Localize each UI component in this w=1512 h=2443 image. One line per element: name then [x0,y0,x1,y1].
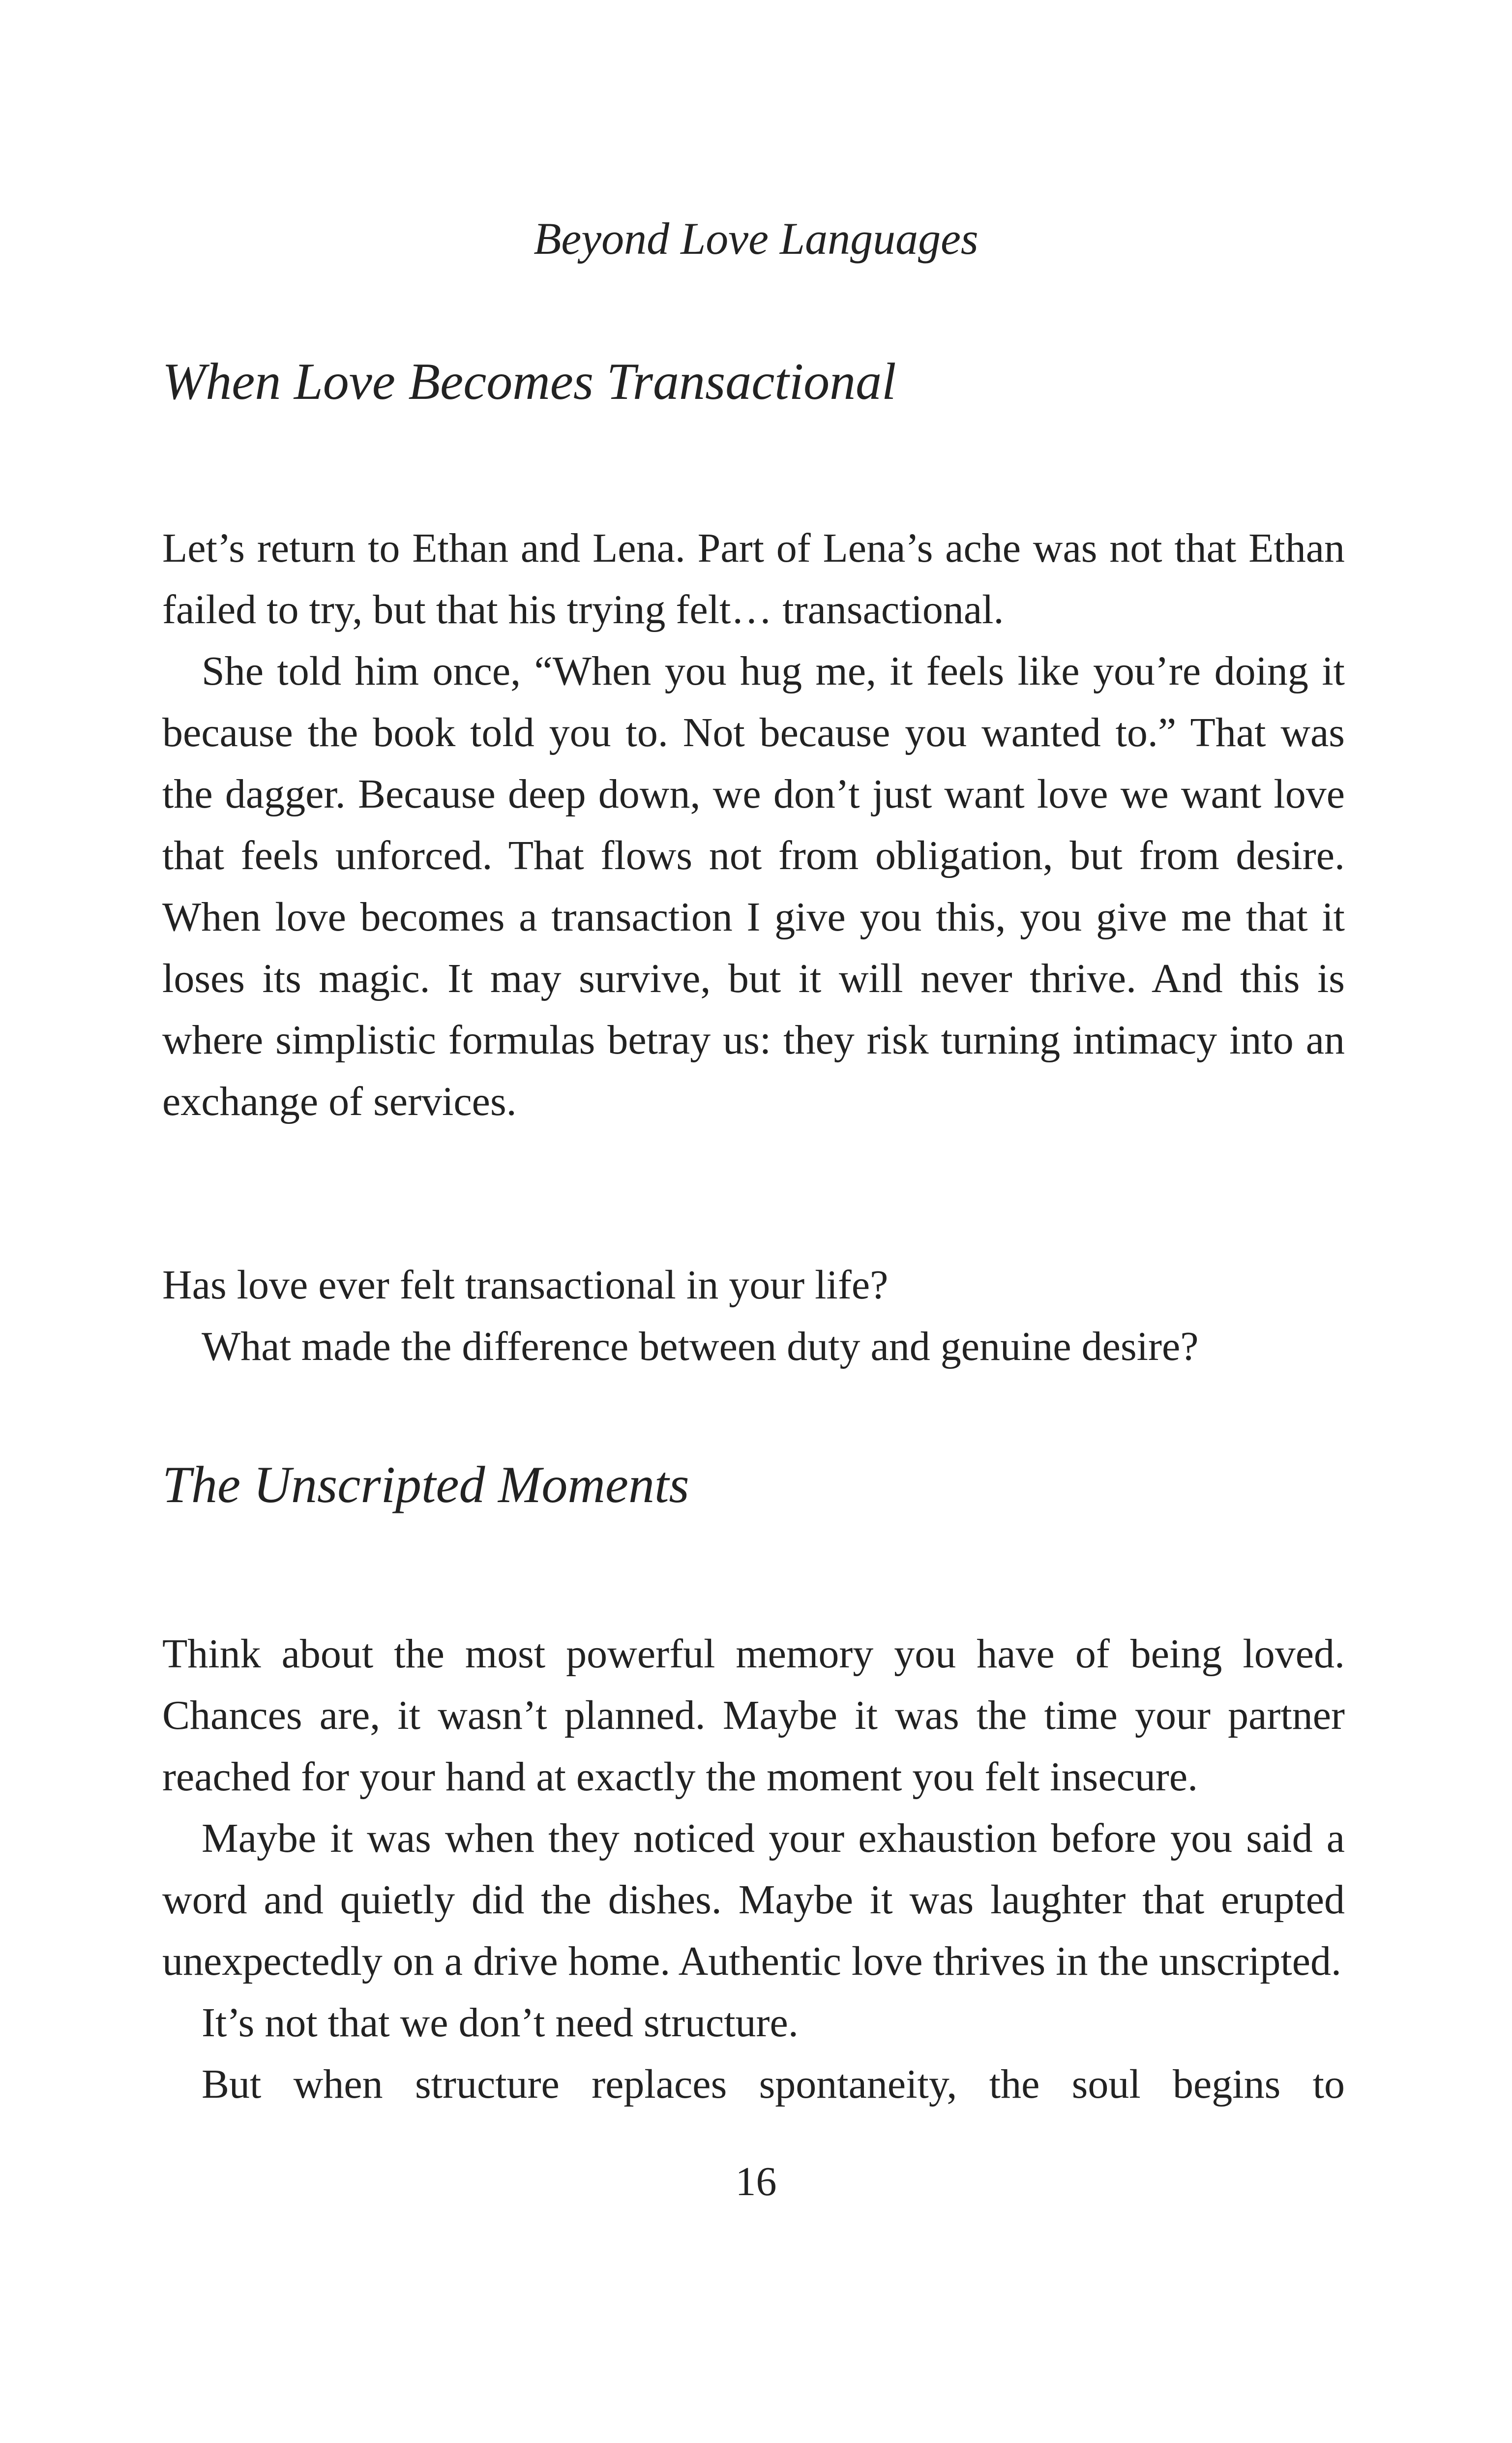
page-number: 16 [735,2159,777,2204]
body-paragraph: Think about the most powerful memory you have of being loved. Chances are, it wasn’t planned. Maybe it was the time your partner reached for your hand at exactly the moment you felt insecure. [162,1631,1345,1800]
reflection-questions [162,1254,1345,1377]
body-paragraph: But when structure replaces spontaneity, the soul begins to [202,2061,1345,2107]
section-body-transactional [162,517,1345,1132]
running-header: Beyond Love Languages [534,213,978,264]
section-heading-transactional: When Love Becomes Transactional [162,353,896,410]
body-paragraph: She told him once, “When you hug me, it feels like you’re doing it because the book told you to. Not because you wanted to.” That was the dagger. Because deep down, we don’t just want love we want love that feels unforced. That flows not from obligation, but from desire. When love becomes a transaction I give you this, you give me that it loses its magic. It may survive, but it will never thrive. And this is where simplistic formulas betray us: they risk turning intimacy into an exchange of services. [162,648,1345,1124]
reflection-question: Has love ever felt transactional in your life? [162,1262,889,1308]
body-paragraph: Let’s return to Ethan and Lena. Part of Lena’s ache was not that Ethan failed to try, but that his trying felt… transactional. [162,525,1345,633]
reflection-question: What made the difference between duty and genuine desire? [202,1324,1199,1369]
body-paragraph: It’s not that we don’t need structure. [202,2000,799,2046]
section-body-unscripted [162,1623,1345,2115]
section-heading-unscripted: The Unscripted Moments [162,1456,689,1513]
body-paragraph: Maybe it was when they noticed your exhaustion before you said a word and quietly did the dishes. Maybe it was laughter that erupted unexpectedly on a drive home. Authentic love thrives in the unscripted. [162,1815,1345,1984]
